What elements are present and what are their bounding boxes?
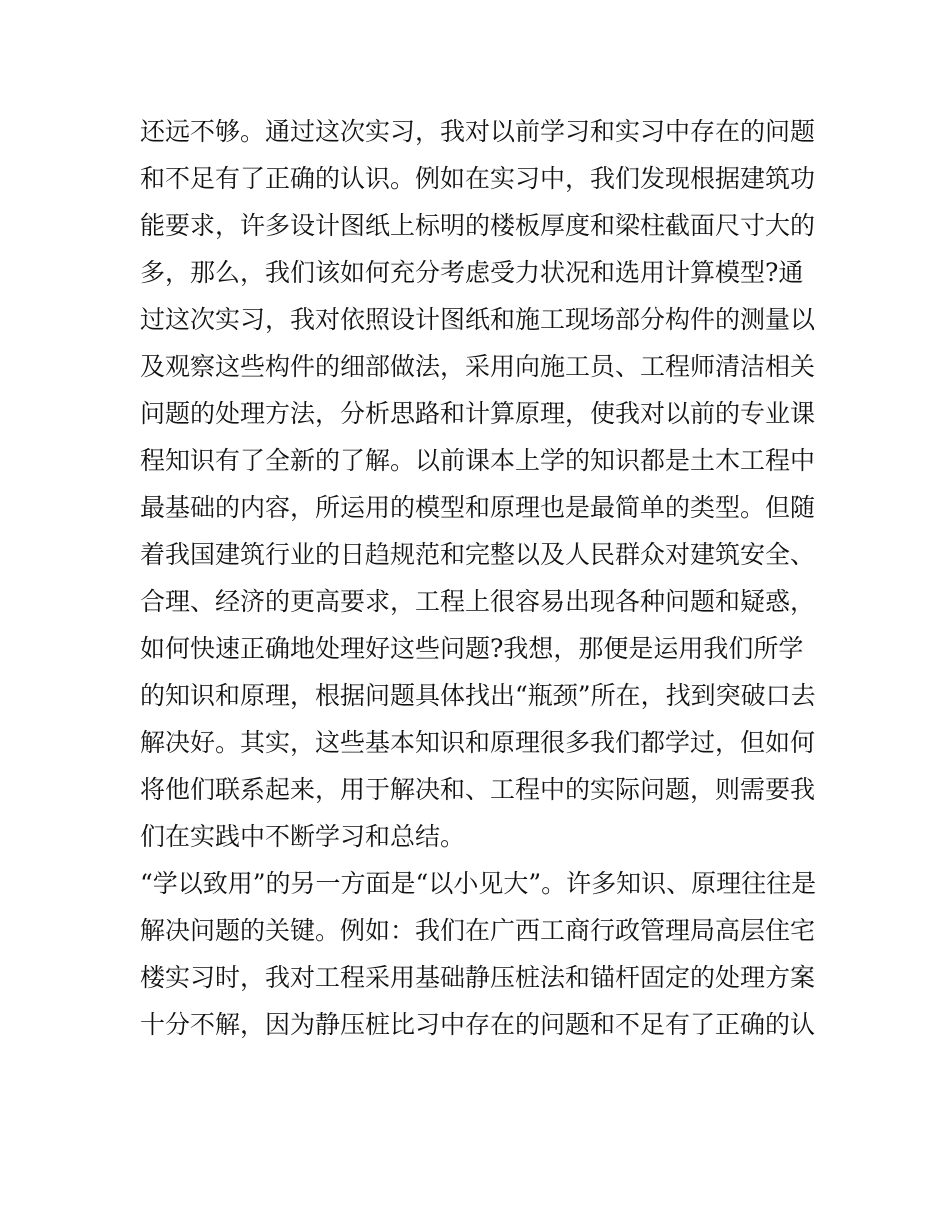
text-line: 最基础的内容，所运用的模型和原理也是最简单的类型。但随: [140, 493, 816, 522]
text-line: 们在实践中不断学习和总结。: [140, 822, 466, 851]
text-line: 及观察这些构件的细部做法，采用向施工员、工程师清洁相关: [140, 352, 816, 381]
text-line: 多，那么，我们该如何充分考虑受力状况和选用计算模型?通: [140, 258, 804, 287]
text-line: 将他们联系起来，用于解决和、工程中的实际问题，则需要我: [140, 775, 816, 804]
text-line: 十分不解，因为静压桩比习中存在的问题和不足有了正确的认: [140, 1010, 816, 1039]
text-line: 解决好。其实，这些基本知识和原理很多我们都学过，但如何: [140, 728, 816, 757]
body-text: [140, 108, 820, 1048]
text-line: 的知识和原理，根据问题具体找出“瓶颈”所在，找到突破口去: [140, 681, 816, 710]
text-line: 还远不够。通过这次实习，我对以前学习和实习中存在的问题: [140, 117, 816, 146]
text-line: 程知识有了全新的了解。以前课本上学的知识都是土木工程中: [140, 446, 816, 475]
text-line: “学以致用”的另一方面是“以小见大”。许多知识、原理往往是: [140, 869, 817, 898]
text-line: 和不足有了正确的认识。例如在实习中，我们发现根据建筑功: [140, 164, 816, 193]
text-line: 合理、经济的更高要求，工程上很容易出现各种问题和疑惑，: [140, 587, 816, 616]
text-line: 能要求，许多设计图纸上标明的楼板厚度和梁柱截面尺寸大的: [140, 211, 816, 240]
text-line: 解决问题的关键。例如：我们在广西工商行政管理局高层住宅: [140, 916, 816, 945]
text-line: 如何快速正确地处理好这些问题?我想，那便是运用我们所学: [140, 634, 804, 663]
text-line: 着我国建筑行业的日趋规范和完整以及人民群众对建筑安全、: [140, 540, 816, 569]
text-line: 过这次实习，我对依照设计图纸和施工现场部分构件的测量以: [140, 305, 816, 334]
text-line: 楼实习时，我对工程采用基础静压桩法和锚杆固定的处理方案: [140, 963, 816, 992]
text-line: 问题的处理方法，分析思路和计算原理，使我对以前的专业课: [140, 399, 816, 428]
